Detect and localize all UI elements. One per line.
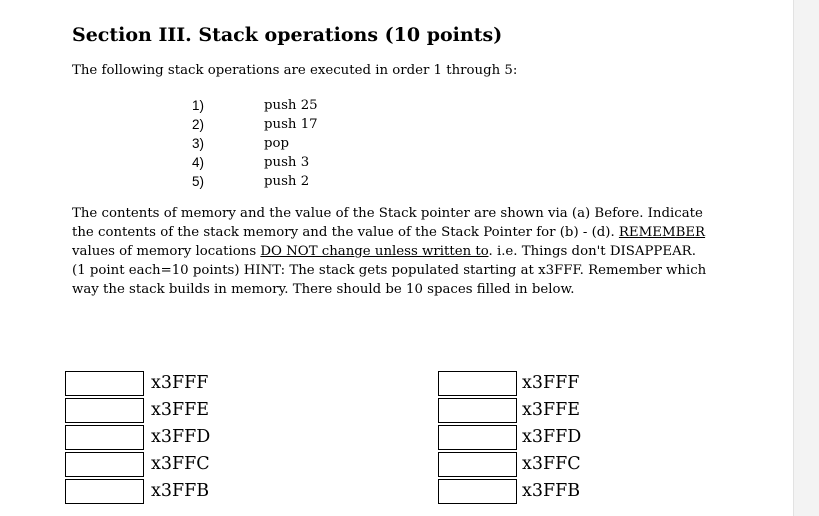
operation-number: 2)	[192, 117, 205, 132]
memory-address: x3FFE	[151, 400, 210, 420]
operation-command: push 25	[264, 98, 318, 113]
vertical-scrollbar[interactable]	[793, 0, 819, 516]
operation-number: 3)	[192, 136, 205, 151]
memory-cell-input[interactable]	[438, 398, 517, 423]
operation-number: 5)	[192, 174, 205, 189]
section-title: Section III. Stack operations (10 points)	[72, 24, 503, 46]
memory-cell-input[interactable]	[438, 452, 517, 477]
memory-address: x3FFD	[151, 427, 211, 447]
memory-address: x3FFC	[522, 454, 581, 474]
memory-cell-input[interactable]	[65, 452, 144, 477]
memory-cell-input[interactable]	[65, 479, 144, 504]
do-not-change-text: DO NOT change unless written to	[260, 244, 489, 259]
memory-cell-input[interactable]	[65, 398, 144, 423]
memory-address: x3FFB	[151, 481, 210, 501]
intro-text: The following stack operations are executed in order 1 through 5:	[72, 63, 518, 78]
operation-command: pop	[264, 136, 290, 151]
operation-command: push 2	[264, 174, 310, 189]
memory-cell-input[interactable]	[65, 425, 144, 450]
instructions-part1: The contents of memory and the value of the Stack pointer are shown via (a) Before. Indicate the contents of the stack memory and the value of the Stack Pointer for (b) - (d).	[72, 206, 703, 240]
instructions-part2: values of memory locations	[72, 244, 261, 259]
memory-cell-input[interactable]	[438, 371, 517, 396]
operation-number: 1)	[192, 98, 205, 113]
memory-address: x3FFD	[522, 427, 582, 447]
remember-text: REMEMBER	[618, 225, 706, 240]
memory-address: x3FFC	[151, 454, 210, 474]
memory-address: x3FFF	[522, 373, 580, 393]
operation-number: 4)	[192, 155, 205, 170]
memory-address: x3FFB	[522, 481, 581, 501]
memory-cell-input[interactable]	[65, 371, 144, 396]
memory-cell-input[interactable]	[438, 425, 517, 450]
operation-command: push 3	[264, 155, 310, 170]
memory-cell-input[interactable]	[438, 479, 517, 504]
memory-address: x3FFF	[151, 373, 209, 393]
operation-command: push 17	[264, 117, 318, 132]
instructions-paragraph	[72, 204, 712, 299]
memory-address: x3FFE	[522, 400, 581, 420]
instructions-part3: . i.e. Things don't DISAPPEAR. (1 point each=10 points) HINT: The stack gets populated starting at x3FFF. Remember which way the stack builds in memory. There should be 10 spaces filled in below.	[72, 244, 707, 297]
